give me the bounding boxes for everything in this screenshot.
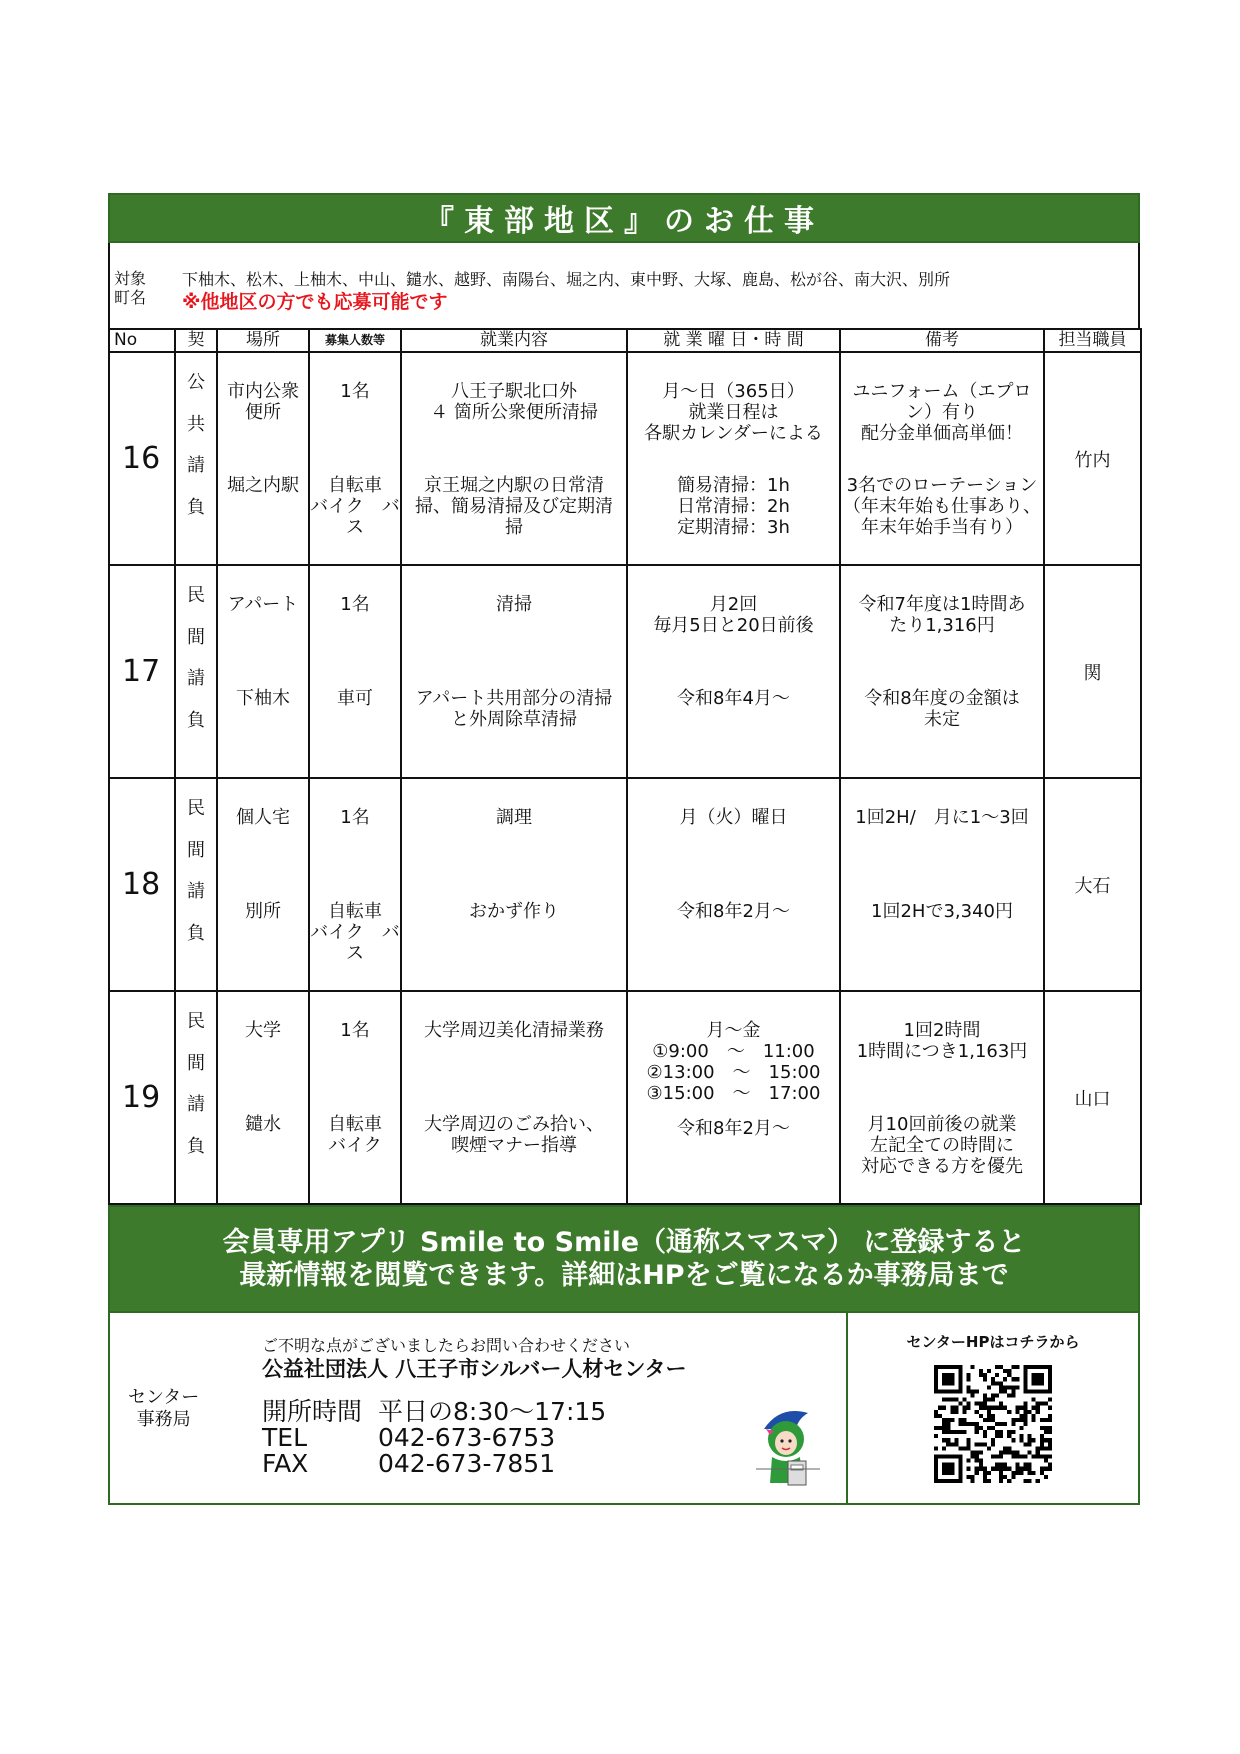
place-line: 便所 [245, 402, 281, 423]
work-bottom [402, 1100, 626, 1194]
remarks-content [841, 353, 1043, 555]
office-hours: 開所時間 平日の8:30～17:15 [262, 1397, 607, 1426]
contract-char: 間 [187, 1052, 205, 1074]
remarks-content [841, 992, 1043, 1194]
place-cell [217, 778, 309, 991]
recruit-line: バイク [328, 1135, 382, 1156]
place-bottom [218, 674, 308, 768]
remarks-line: ン）有り [906, 402, 978, 423]
work-bottom [402, 674, 626, 768]
contract-type [175, 565, 217, 778]
recruit-cell [309, 352, 401, 565]
schedule-cell [627, 352, 840, 565]
place-content [218, 566, 308, 768]
contract-type [175, 991, 217, 1204]
work-content [402, 779, 626, 981]
schedule-top [628, 992, 839, 1104]
recruit-line: 自転車 [328, 901, 382, 922]
table-row [109, 778, 1141, 991]
recruit-line: 1名 [340, 1020, 370, 1041]
table-header-row [109, 329, 1141, 352]
remarks-line: たり1,316円 [889, 615, 995, 636]
contract-char: 請 [187, 881, 205, 902]
place-line: 下柚木 [236, 688, 290, 709]
remarks-line: ユニフォーム（エプロ [852, 381, 1032, 402]
remarks-line: 対応できる方を優先 [861, 1156, 1023, 1177]
remarks-top [841, 353, 1043, 461]
place-line: 別所 [245, 901, 281, 922]
work-cell [401, 352, 627, 565]
schedule-line: 月（火）曜日 [679, 807, 788, 828]
table-row [109, 352, 1141, 565]
hp-label: センターHPはコチラから [906, 1333, 1080, 1351]
remarks-top [841, 779, 1043, 887]
schedule-top [628, 779, 839, 887]
header-staff: 担当職員 [1044, 329, 1141, 352]
remarks-bottom [841, 887, 1043, 981]
remarks-line: 未定 [924, 709, 960, 730]
recruit-line: 自転車 [328, 475, 382, 496]
place-content [218, 779, 308, 981]
contract-char: 負 [187, 1135, 205, 1157]
schedule-line: 令和8年2月～ [677, 1118, 790, 1139]
recruit-line: バイク バ [310, 496, 400, 517]
place-line: 大学 [245, 1020, 281, 1041]
schedule-line: 定期清掃：3h [677, 517, 790, 538]
recruit-cell [309, 991, 401, 1204]
remarks-line: 1回2時間 [903, 1020, 981, 1041]
recruit-line: ス [346, 517, 364, 538]
remarks-bottom [841, 461, 1043, 555]
remarks-bottom [841, 674, 1043, 768]
place-cell [217, 565, 309, 778]
work-bottom [402, 461, 626, 555]
place-line: 個人宅 [236, 807, 290, 828]
mascot-icon [750, 1399, 826, 1495]
inquiry-text: ご不明な点がございましたらお問い合わせください [262, 1336, 631, 1355]
header-work: 就業内容 [401, 329, 627, 352]
table-row [109, 991, 1141, 1204]
remarks-line: 左記全ての時間に [870, 1135, 1014, 1156]
recruit-line: ス [346, 943, 364, 964]
schedule-line: 令和8年2月～ [677, 901, 790, 922]
contact-footer [108, 1313, 1140, 1505]
jobs-table [108, 328, 1142, 1205]
target-note: ※他地区の方でも応募可能です [182, 291, 448, 313]
work-line: 喫煙マナー指導 [451, 1135, 577, 1156]
banner-line-2: 最新情報を閲覧できます。詳細はHPをご覧になるか事務局まで [239, 1260, 1009, 1291]
place-line: 鑓水 [245, 1114, 281, 1135]
contract-char: 請 [187, 455, 205, 476]
schedule-cell [627, 991, 840, 1204]
recruit-bottom [310, 1100, 400, 1194]
schedule-line: ②13:00 ～ 15:00 [646, 1062, 821, 1083]
remarks-line: 1時間につき1,163円 [856, 1041, 1028, 1062]
header-no: No [109, 329, 175, 352]
work-line: 掃、簡易清掃及び定期清 [415, 496, 613, 517]
schedule-content [628, 353, 839, 555]
header-schedule: 就 業 曜 日・時 間 [627, 329, 840, 352]
work-line: ４ 箇所公衆便所清掃 [430, 402, 598, 423]
work-bottom [402, 887, 626, 981]
remarks-line: 年末年始手当有り） [861, 517, 1023, 538]
schedule-content [628, 992, 839, 1194]
target-towns-list: 下柚木、松木、上柚木、中山、鑓水、越野、南陽台、堀之内、東中野、大塚、鹿島、松が谷、南大沢、別所 [182, 270, 951, 289]
remarks-line: 令和8年度の金額は [864, 688, 1020, 709]
schedule-line: ③15:00 ～ 17:00 [646, 1083, 821, 1104]
place-line: アパート [227, 594, 299, 615]
place-cell [217, 991, 309, 1204]
recruit-content [310, 779, 400, 981]
contract-char: 間 [187, 839, 205, 861]
remarks-top [841, 566, 1043, 674]
contract-type [175, 352, 217, 565]
work-line: 京王堀之内駅の日常清 [424, 475, 604, 496]
schedule-content [628, 779, 839, 981]
contract-char: 共 [187, 413, 205, 435]
staff-name: 大石 [1044, 778, 1141, 991]
page-title: 『東部地区』のお仕事 [108, 193, 1140, 243]
remarks-bottom [841, 1100, 1043, 1194]
remarks-content [841, 566, 1043, 768]
work-cell [401, 565, 627, 778]
remarks-cell [840, 991, 1044, 1204]
recruit-cell [309, 778, 401, 991]
schedule-bottom [628, 461, 839, 555]
remarks-cell [840, 565, 1044, 778]
schedule-top [628, 353, 839, 461]
work-top [402, 779, 626, 887]
header-place: 場所 [217, 329, 309, 352]
place-top [218, 566, 308, 674]
schedule-top [628, 566, 839, 674]
schedule-line: 日常清掃：2h [677, 496, 790, 517]
schedule-bottom [628, 1104, 839, 1194]
place-line: 市内公衆 [227, 381, 299, 402]
recruit-top [310, 566, 400, 674]
place-top [218, 992, 308, 1100]
recruit-content [310, 353, 400, 555]
work-line: 大学周辺美化清掃業務 [424, 1020, 604, 1041]
header-contract: 契 [175, 329, 217, 352]
tel-number: TEL 042-673-6753 [262, 1423, 556, 1452]
qr-code-icon[interactable] [934, 1365, 1052, 1483]
target-towns-section [108, 243, 1140, 328]
work-top [402, 992, 626, 1100]
work-content [402, 566, 626, 768]
job-number: 16 [109, 352, 175, 565]
work-line: 八王子駅北口外 [451, 381, 577, 402]
schedule-cell [627, 565, 840, 778]
remarks-line: 配分金単価高単価！ [861, 423, 1023, 444]
work-line: と外周除草清掃 [451, 709, 577, 730]
table-row [109, 565, 1141, 778]
contract-char: 民 [187, 585, 205, 606]
contract-char: 公 [187, 372, 205, 393]
remarks-line: 1回2H/ 月に1～3回 [855, 807, 1029, 828]
job-number: 17 [109, 565, 175, 778]
job-number: 19 [109, 991, 175, 1204]
remarks-line: 1回2Hで3,340円 [871, 901, 1013, 922]
remarks-line: 月10回前後の就業 [867, 1114, 1017, 1135]
schedule-bottom [628, 887, 839, 981]
place-bottom [218, 887, 308, 981]
recruit-line: 1名 [340, 381, 370, 402]
schedule-line: 月～日（365日） [662, 381, 805, 402]
work-content [402, 992, 626, 1194]
schedule-line: 令和8年4月～ [677, 688, 790, 709]
work-cell [401, 778, 627, 991]
recruit-line: バイク バ [310, 922, 400, 943]
recruit-top [310, 779, 400, 887]
work-content [402, 353, 626, 555]
place-content [218, 992, 308, 1194]
contract-char: 民 [187, 1011, 205, 1032]
organization-name: 公益社団法人 八王子市シルバー人材センター [262, 1357, 687, 1381]
place-top [218, 779, 308, 887]
fax-number: FAX 042-673-7851 [262, 1449, 556, 1478]
schedule-line: 就業日程は [688, 402, 779, 423]
work-line: 大学周辺のごみ拾い、 [424, 1114, 604, 1135]
work-cell [401, 991, 627, 1204]
header-remarks: 備考 [840, 329, 1044, 352]
contract-char: 負 [187, 709, 205, 731]
contract-char: 請 [187, 668, 205, 689]
remarks-content [841, 779, 1043, 981]
place-bottom [218, 1100, 308, 1194]
staff-name: 山口 [1044, 991, 1141, 1204]
recruit-line: 1名 [340, 807, 370, 828]
recruit-bottom [310, 887, 400, 981]
remarks-line: （年末年始も仕事あり、 [843, 496, 1041, 517]
schedule-bottom [628, 674, 839, 768]
banner-line-1: 会員専用アプリ Smile to Smile（通称スマスマ） に登録すると [222, 1227, 1026, 1258]
remarks-cell [840, 778, 1044, 991]
contract-char: 請 [187, 1094, 205, 1115]
schedule-line: 各駅カレンダーによる [644, 423, 823, 444]
contract-char: 民 [187, 798, 205, 819]
work-line: アパート共用部分の清掃 [415, 688, 613, 709]
place-cell [217, 352, 309, 565]
job-number: 18 [109, 778, 175, 991]
remarks-line: 令和7年度は1時間あ [858, 594, 1026, 615]
remarks-line: 3名でのローテーション [846, 475, 1038, 496]
recruit-line: 自転車 [328, 1114, 382, 1135]
place-content [218, 353, 308, 555]
staff-name: 関 [1044, 565, 1141, 778]
work-line: 掃 [505, 517, 523, 538]
place-line: 堀之内駅 [227, 475, 299, 496]
recruit-top [310, 992, 400, 1100]
contract-type [175, 778, 217, 991]
schedule-cell [627, 778, 840, 991]
header-recruit: 募集人数等 [309, 329, 401, 352]
recruit-bottom [310, 674, 400, 768]
contract-char: 負 [187, 922, 205, 944]
recruit-bottom [310, 461, 400, 555]
work-line: 清掃 [496, 594, 532, 615]
recruit-content [310, 992, 400, 1194]
contact-details [262, 1399, 606, 1477]
schedule-line: 月～金 [706, 1020, 761, 1041]
target-label: 対象 町名 [114, 269, 147, 307]
app-banner [108, 1205, 1140, 1313]
recruit-cell [309, 565, 401, 778]
remarks-top [841, 992, 1043, 1100]
schedule-content [628, 566, 839, 768]
work-top [402, 353, 626, 461]
recruit-line: 1名 [340, 594, 370, 615]
contact-info [110, 1313, 848, 1503]
schedule-line: 簡易清掃：1h [677, 475, 790, 496]
schedule-line: 毎月5日と20日前後 [653, 615, 814, 636]
work-line: おかず作り [469, 901, 559, 922]
remarks-cell [840, 352, 1044, 565]
place-bottom [218, 461, 308, 555]
staff-name: 竹内 [1044, 352, 1141, 565]
schedule-line: 月2回 [709, 594, 758, 615]
hp-section [848, 1313, 1138, 1503]
recruit-top [310, 353, 400, 461]
work-top [402, 566, 626, 674]
place-top [218, 353, 308, 461]
recruit-line: 車可 [337, 688, 373, 709]
job-sheet [108, 193, 1140, 1505]
contract-char: 間 [187, 626, 205, 648]
schedule-line: ①9:00 ～ 11:00 [652, 1041, 815, 1062]
office-label: センター 事務局 [128, 1387, 200, 1430]
recruit-content [310, 566, 400, 768]
contract-char: 負 [187, 496, 205, 518]
work-line: 調理 [496, 807, 532, 828]
